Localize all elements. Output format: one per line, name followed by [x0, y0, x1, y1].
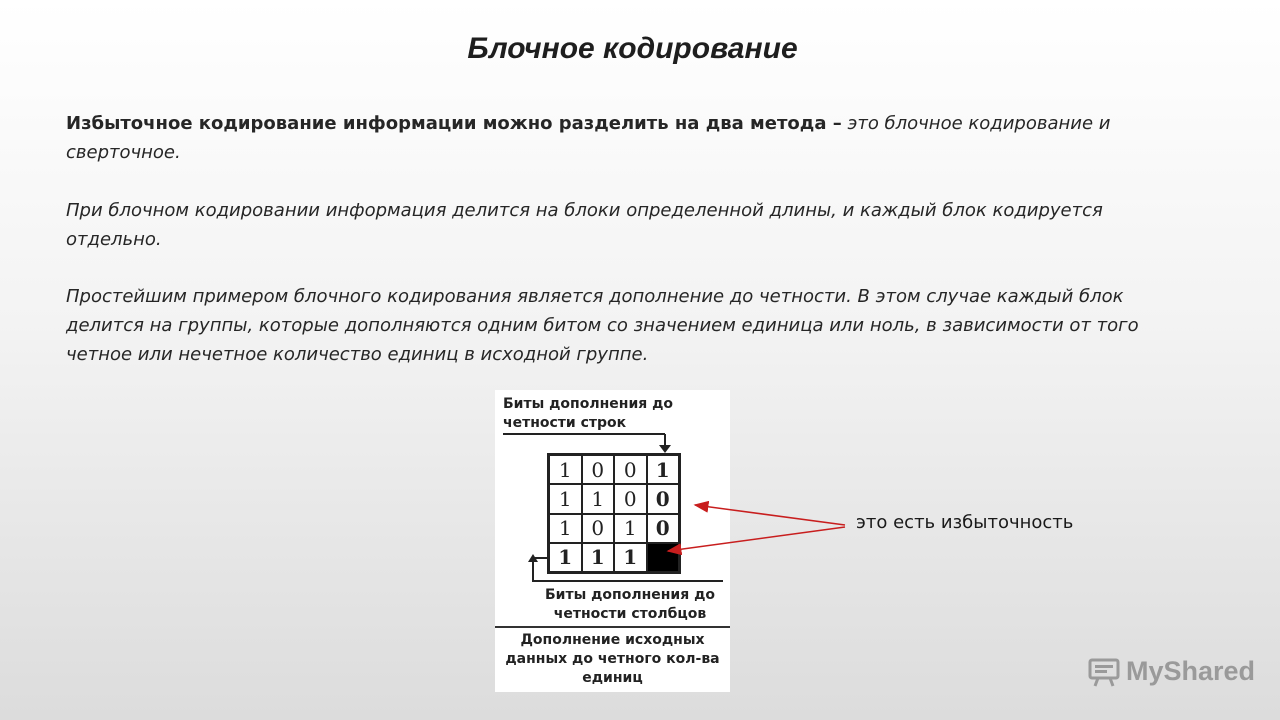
grid-cell: 1 — [647, 455, 680, 484]
projector-icon — [1088, 657, 1120, 687]
arrow-to-column — [695, 505, 845, 525]
redundancy-callout: это есть избыточность — [856, 512, 1074, 533]
grid-cell: 0 — [614, 484, 647, 513]
grid-cell: 0 — [614, 455, 647, 484]
grid-cell: 1 — [614, 543, 647, 572]
grid-cell: 0 — [582, 455, 615, 484]
grid-cell: 1 — [549, 484, 582, 513]
grid-cell: 1 — [549, 455, 582, 484]
watermark — [1088, 656, 1255, 687]
grid-cell: 1 — [549, 514, 582, 543]
grid-cell: 1 — [582, 484, 615, 513]
label-column-parity-bits: Биты дополнения до четности столбцов — [544, 587, 716, 622]
paragraph-methods-bold: Избыточное кодирование информации можно разделить на два метода – — [66, 113, 842, 134]
paragraph-block-coding: При блочном кодировании информация делится на блоки определенной длины, и каждый блок кодируется отдельно. — [66, 200, 1103, 250]
grid-cell: 0 — [582, 514, 615, 543]
grid-cell: 1 — [614, 514, 647, 543]
slide-title: Блочное кодирование — [467, 32, 798, 65]
grid-cell: 1 — [549, 543, 582, 572]
paragraph-parity-example: Простейшим примером блочного кодирования является дополнение до четности. В этом случае каждый блок делится на группы, которые дополняются одним битом со значением единица или ноль, в зависимости от того четное или нечетное количество единиц в исходной группе. — [66, 286, 1139, 365]
arrow-to-corner — [668, 527, 845, 551]
grid-cell: 0 — [647, 484, 680, 513]
grid-cell: 1 — [582, 543, 615, 572]
paragraph-methods-italic: это блочное кодирование и сверточное. — [66, 113, 1111, 163]
label-row-parity-bits: Биты дополнения до четности строк — [503, 396, 674, 431]
label-data-parity: Дополнение исходных данных до четного кол-ва единиц — [505, 632, 720, 686]
grid-cell: 0 — [647, 514, 680, 543]
watermark-brand: MyShared — [1126, 656, 1256, 686]
